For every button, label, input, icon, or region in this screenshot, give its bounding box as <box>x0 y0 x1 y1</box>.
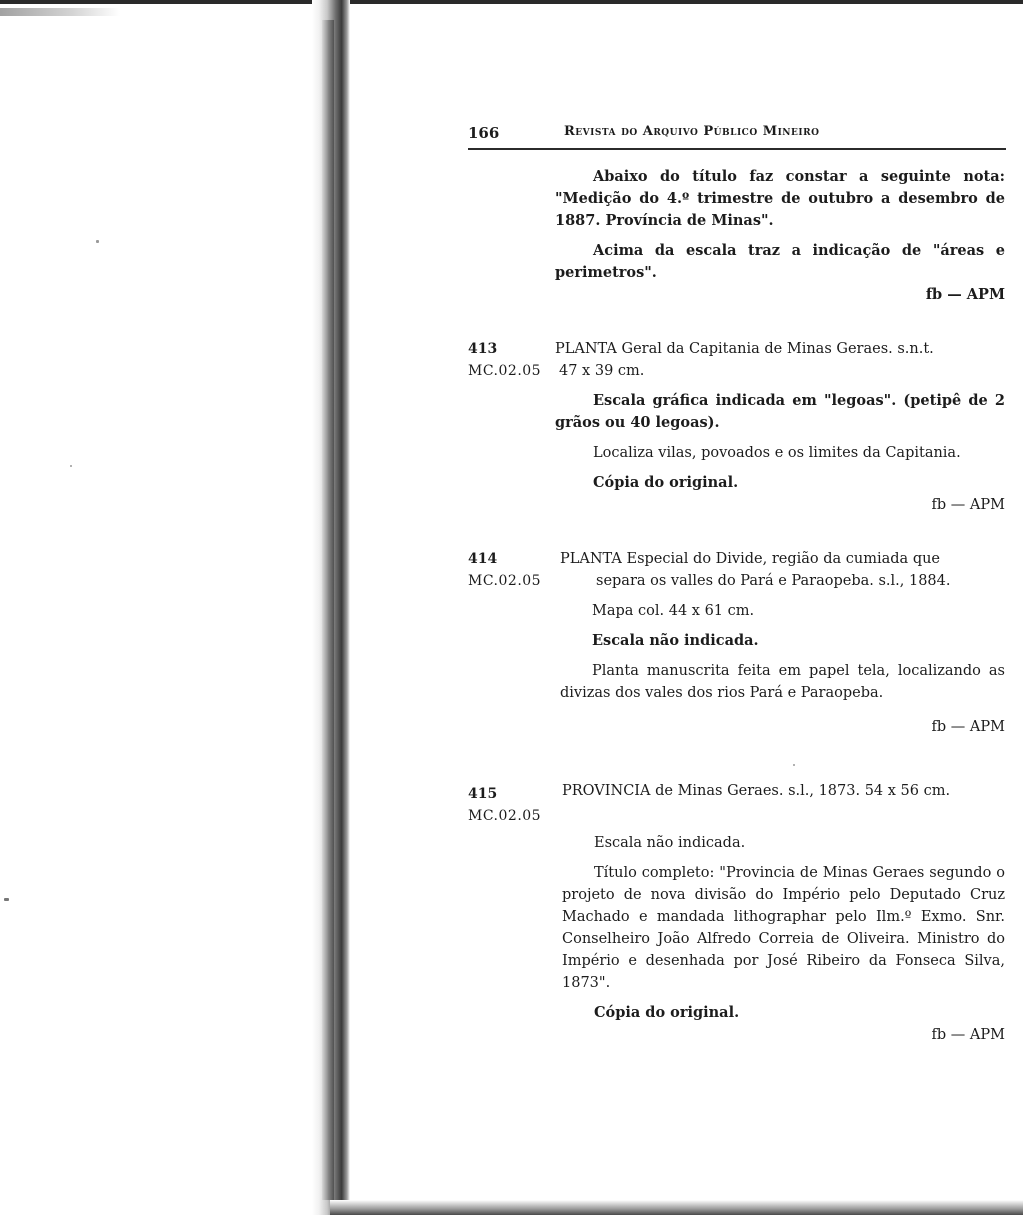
reference-fb-apm: fb — APM <box>931 497 1005 513</box>
page-header <box>468 122 1008 150</box>
entry-title: PLANTA Geral da Capitania de Minas Geraes. s.n.t. <box>555 341 934 357</box>
paragraph: Localiza vilas, povoados e os limites da Capitania. <box>593 445 961 461</box>
entry-413 <box>555 338 1005 516</box>
entry-code: MC.02.05 <box>468 573 542 589</box>
entry-number: 414 <box>468 551 498 567</box>
entry-title: PLANTA Especial do Divide, região da cumiada que <box>560 551 941 567</box>
page-top-edge <box>0 0 1023 4</box>
paragraph: Cópia do original. <box>594 1004 740 1021</box>
entry-number: 413 <box>468 341 498 357</box>
paragraph: Escala não indicada. <box>592 632 759 649</box>
entry-title-cont: 47 x 39 cm. <box>559 363 645 379</box>
scan-speck <box>96 240 99 243</box>
paragraph: Título completo: "Provincia de Minas Geraes segundo o projeto de nova divisão do Império pelo Deputado Cruz Machado e mandada lithographar pelo Ilm.º Exmo. Snr. Conselheiro João Alfredo Correia de Oliveira. Ministro do Império e desenhada por José Ribeiro da Fonseca Silva, 1873". <box>562 865 1005 991</box>
page-bottom-edge <box>330 1200 1023 1215</box>
book-gutter-shadow <box>322 20 334 1200</box>
paragraph: Mapa col. 44 x 61 cm. <box>592 603 755 619</box>
paragraph: Escala gráfica indicada em "legoas". (petipê de 2 grãos ou 40 legoas). <box>555 392 1005 431</box>
entry-number: 415 <box>468 786 498 802</box>
paragraph: Abaixo do título faz constar a seguinte nota: "Medição do 4.º trimestre de outubro a desembro de 1887. Província de Minas". <box>555 168 1005 229</box>
paragraph: Acima da escala traz a indicação de "áreas e perimetros". <box>555 242 1005 281</box>
entry-415 <box>562 780 1005 1046</box>
entry-title-cont: separa os valles do Pará e Paraopeba. s.l., 1884. <box>596 573 951 589</box>
scan-speck <box>793 764 795 766</box>
paragraph: Planta manuscrita feita em papel tela, localizando as divizas dos vales dos rios Pará e Paraopeba. <box>560 663 1005 701</box>
page-number: 166 <box>468 124 500 142</box>
reference-fb-apm: fb — APM <box>931 719 1005 735</box>
reference-fb-apm: fb — APM <box>931 1027 1005 1043</box>
entry-title: PROVINCIA de Minas Geraes. s.l., 1873. 54 x 56 cm. <box>562 783 951 799</box>
scan-speck <box>4 898 9 901</box>
scan-smudge <box>0 8 120 16</box>
header-rule <box>468 148 1006 150</box>
running-title: Revista do Arquivo Público Mineiro <box>564 124 820 139</box>
paragraph: Cópia do original. <box>593 474 739 491</box>
entry-code: MC.02.05 <box>468 363 542 379</box>
scan-speck <box>70 465 72 467</box>
entry-code: MC.02.05 <box>468 808 542 824</box>
entry-414 <box>560 548 1005 738</box>
reference-fb-apm: fb — APM <box>925 286 1005 303</box>
intro-block <box>555 166 1005 306</box>
paragraph: Escala não indicada. <box>594 835 746 851</box>
